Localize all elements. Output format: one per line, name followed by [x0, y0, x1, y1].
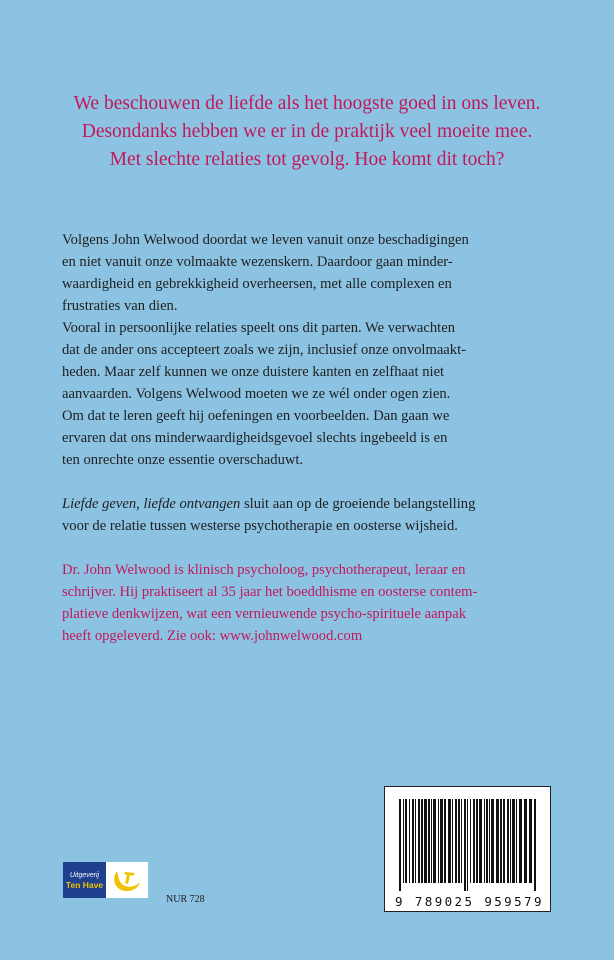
barcode-bar [507, 799, 509, 883]
text-fragment: sluit aan op de groeiende belangstelling [240, 496, 476, 512]
barcode-bars [399, 799, 539, 891]
text-line: Vooral in persoonlijke relaties speelt ons dit parten. We verwachten [62, 320, 456, 336]
publisher-name: Ten Have [65, 880, 104, 890]
text-line: voor de relatie tussen westerse psychotherapie en oosterse wijsheid. [62, 518, 458, 534]
barcode-bar [418, 799, 420, 883]
text-line: schrijver. Hij praktiseert al 35 jaar het boeddhisme en oosterse contem- [62, 584, 478, 600]
paragraph-main [62, 229, 562, 471]
barcode-bar [519, 799, 522, 883]
text-line: aanvaarden. Volgens Welwood moeten we ze wél onder ogen zien. [62, 386, 451, 402]
barcode-bar [464, 799, 466, 891]
text-line: frustraties van dien. [62, 298, 178, 314]
intro-line: Met slechte relaties tot gevolg. Hoe komt dit toch? [109, 149, 505, 170]
barcode-bar [473, 799, 475, 883]
paragraph-book-context [62, 493, 562, 537]
barcode-bar [534, 799, 536, 891]
barcode-bar [412, 799, 414, 883]
text-line: heeft opgeleverd. Zie ook: www.johnwelwood.com [62, 628, 363, 644]
text-line: ten onrechte onze essentie overschaduwt. [62, 452, 304, 468]
barcode-bar [496, 799, 499, 883]
barcode-bar [516, 799, 517, 883]
text-line [62, 493, 562, 515]
text-line: waardigheid en gebrekkigheid overheersen, met alle complexen en [62, 276, 452, 292]
barcode-bar [403, 799, 404, 883]
barcode-bar [455, 799, 457, 883]
isbn-barcode [384, 786, 551, 912]
barcode-bar [467, 799, 468, 891]
barcode-bar [529, 799, 532, 883]
publisher-logo [63, 862, 106, 898]
barcode-bar [440, 799, 443, 883]
barcode-bar [479, 799, 482, 883]
barcode-bar [524, 799, 527, 883]
barcode-bar [448, 799, 451, 883]
intro-line: We beschouwen de liefde als het hoogste goed in ons leven. [73, 93, 541, 114]
barcode-bar [470, 799, 471, 883]
text-line: Volgens John Welwood doordat we leven vanuit onze beschadigingen [62, 232, 469, 248]
barcode-bar [503, 799, 505, 883]
barcode-bar [486, 799, 488, 883]
barcode-bar [399, 799, 401, 891]
barcode-bar [461, 799, 462, 883]
barcode-bar [433, 799, 436, 883]
barcode-bar [452, 799, 453, 883]
yellow-crescent-logo-icon [106, 862, 148, 898]
barcode-bar [431, 799, 432, 883]
barcode-bar [409, 799, 410, 883]
barcode-bar [415, 799, 416, 883]
text-line: en niet vanuit onze volmaakte wezenskern. Daardoor gaan minder- [62, 254, 453, 270]
isbn-number: 9 789025 959579 [395, 894, 544, 909]
barcode-bar [438, 799, 439, 883]
description-text [62, 229, 562, 647]
barcode-bar [458, 799, 460, 883]
barcode-bar [510, 799, 511, 883]
barcode-bar [444, 799, 446, 883]
publisher-label: Uitgeverij [69, 872, 100, 879]
nur-code: NUR 728 [166, 894, 205, 905]
text-line: Dr. John Welwood is klinisch psycholoog, psychotherapeut, leraar en [62, 562, 466, 578]
barcode-bar [405, 799, 407, 883]
text-line: platieve denkwijzen, wat een vernieuwende psycho-spirituele aanpak [62, 606, 467, 622]
intro-line: Desondanks hebben we er in de praktijk veel moeite mee. [81, 121, 533, 142]
barcode-bar [476, 799, 478, 883]
intro-blurb [40, 90, 574, 174]
barcode-bar [428, 799, 430, 883]
text-line: Om dat te leren geeft hij oefeningen en voorbeelden. Dan gaan we [62, 408, 450, 424]
barcode-bar [500, 799, 502, 883]
barcode-bar [421, 799, 423, 883]
barcode-bar [512, 799, 515, 883]
text-line: ervaren dat ons minderwaardigheidsgevoel slechts ingebeeld is en [62, 430, 448, 446]
author-bio [62, 559, 562, 647]
text-line: heden. Maar zelf kunnen we onze duistere kanten en zelfhaat niet [62, 364, 445, 380]
barcode-bar [484, 799, 485, 883]
barcode-bar [424, 799, 427, 883]
text-line: dat de ander ons accepteert zoals we zijn, inclusief onze onvolmaakt- [62, 342, 466, 358]
barcode-bar [491, 799, 494, 883]
book-title: Liefde geven, liefde ontvangen [62, 496, 241, 512]
barcode-bar [489, 799, 490, 883]
